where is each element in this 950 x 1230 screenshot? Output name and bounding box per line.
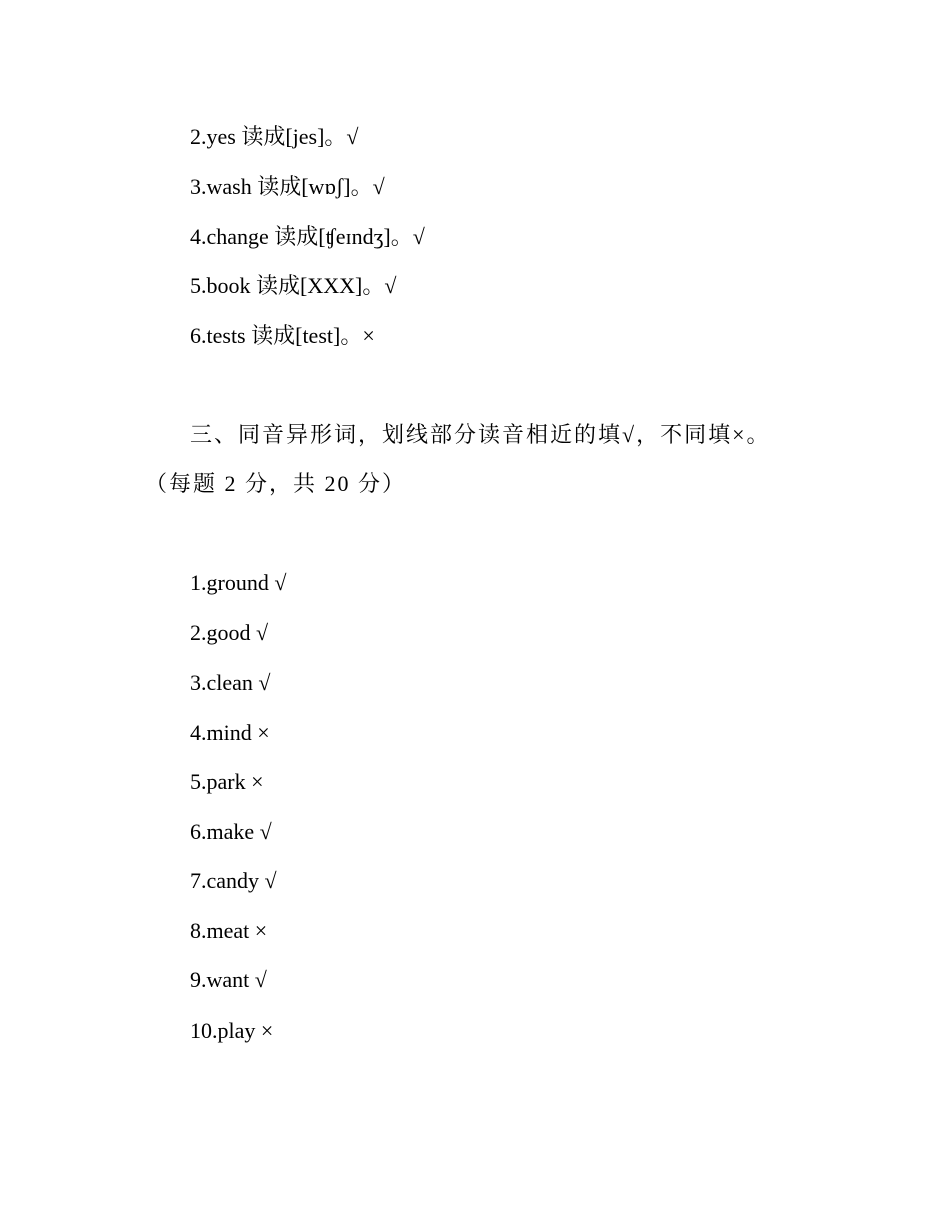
homophone-item-4: 4.mind ×	[190, 720, 270, 745]
homophone-item-1: 1.ground √	[190, 570, 287, 595]
answer-line-2: 2.yes 读成[jes]。√	[190, 124, 359, 149]
homophone-item-5: 5.park ×	[190, 769, 264, 794]
homophone-item-6: 6.make √	[190, 819, 272, 844]
answer-line-4: 4.change 读成[ʧeɪndʒ]。√	[190, 224, 425, 249]
homophone-item-3: 3.clean √	[190, 670, 271, 695]
homophone-item-2: 2.good √	[190, 620, 269, 645]
homophone-item-7: 7.candy √	[190, 868, 277, 893]
answer-line-5: 5.book 读成[XXX]。√	[190, 273, 397, 298]
answer-line-3: 3.wash 读成[wɒʃ]。√	[190, 174, 385, 199]
homophone-item-9: 9.want √	[190, 967, 267, 992]
section-3-score-note: （每题 2 分，共 20 分）	[145, 471, 407, 496]
homophone-item-8: 8.meat ×	[190, 918, 268, 943]
homophone-item-10: 10.play ×	[190, 1018, 274, 1043]
section-3-heading: 三、同音异形词，划线部分读音相近的填√，不同填×。	[190, 422, 771, 447]
answer-line-6: 6.tests 读成[test]。×	[190, 323, 375, 348]
